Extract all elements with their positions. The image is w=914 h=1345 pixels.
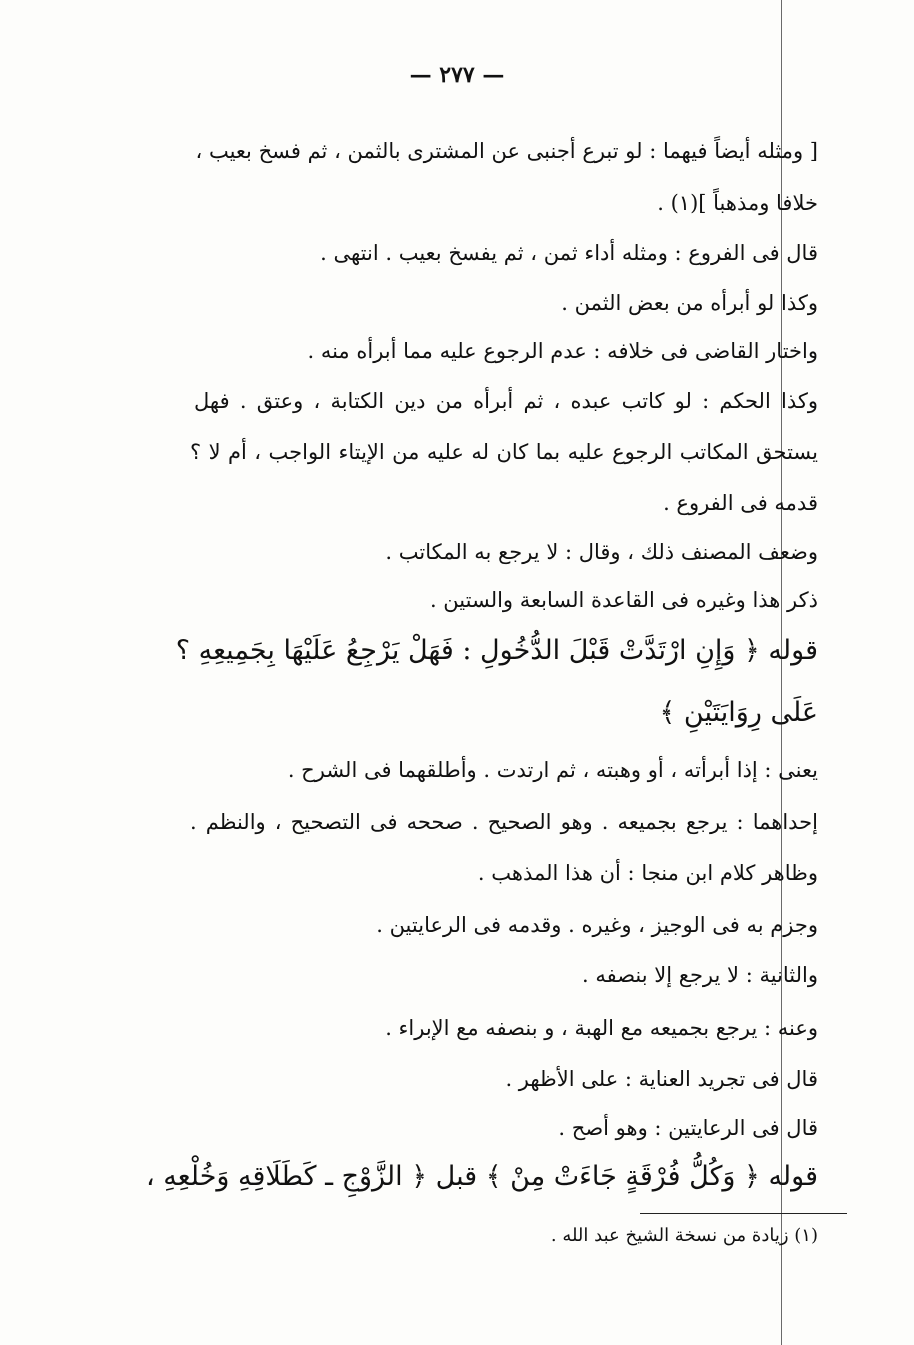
text-line-19: قال فى تجريد العناية : على الأظهر . (505, 1067, 818, 1091)
text-line-17: والثانية : لا يرجع إلا بنصفه . (581, 963, 818, 987)
page-number: — ٢٧٧ — (409, 62, 505, 88)
text-line-18: وعنه : يرجع بجميعه مع الهبة ، و بنصفه مع الإبراء . (385, 1016, 818, 1040)
text-line-2: خلافا ومذهباً ](١) . (657, 191, 818, 215)
text-line-9: وضعف المصنف ذلك ، وقال : لا يرجع به المكاتب . (385, 540, 818, 564)
footnote-separator (640, 1213, 847, 1214)
text-line-4: وكذا لو أبرأه من بعض الثمن . (561, 291, 818, 315)
quoted-heading-line-3: قوله ﴿ وَكُلُّ فُرْقَةٍ جَاءَتْ مِنْ ﴾ قبل ﴿ الزَّوْجِ ـ كَطَلَاقِهِ وَخُلْعِهِ ، (145, 1161, 818, 1192)
text-line-20: قال فى الرعايتين : وهو أصح . (558, 1116, 818, 1140)
text-line-10: ذكر هذا وغيره فى القاعدة السابعة والستين . (429, 588, 818, 612)
text-line-16: وجزم به فى الوجيز ، وغيره . وقدمه فى الرعايتين . (376, 913, 818, 937)
footnote: (١) زيادة من نسخة الشيخ عبد الله . (550, 1225, 818, 1246)
text-line-1: [ ومثله أيضاً فيهما : لو تبرع أجنبى عن المشترى بالثمن ، ثم فسخ بعيب ، (195, 139, 818, 163)
quoted-heading-line-2: عَلَى رِوَايَتَيْنِ ﴾ (659, 697, 818, 728)
text-line-7: يستحق المكاتب الرجوع عليه بما كان له عليه من الإيتاء الواجب ، أم لا ؟ (190, 440, 818, 464)
text-line-3: قال فى الفروع : ومثله أداء ثمن ، ثم يفسخ بعيب . انتهى . (320, 241, 818, 265)
text-line-8: قدمه فى الفروع . (663, 491, 818, 515)
text-line-15: وظاهر كلام ابن منجا : أن هذا المذهب . (477, 861, 818, 885)
text-line-14: إحداهما : يرجع بجميعه . وهو الصحيح . صححه فى التصحيح ، والنظم . (190, 810, 818, 834)
text-line-13: يعنى : إذا أبرأته ، أو وهبته ، ثم ارتدت . وأطلقهما فى الشرح . (287, 758, 818, 782)
text-line-5: واختار القاضى فى خلافه : عدم الرجوع عليه مما أبرأه منه . (307, 339, 818, 363)
quoted-heading-line-1: قوله ﴿ وَإِنِ ارْتَدَّتْ قَبْلَ الدُّخُولِ : فَهَلْ يَرْجِعُ عَلَيْهَا بِجَمِيعِهِ ؟ (175, 635, 818, 666)
text-line-6: وكذا الحكم : لو كاتب عبده ، ثم أبرأه من دين الكتابة ، وعتق . فهل (194, 389, 818, 413)
